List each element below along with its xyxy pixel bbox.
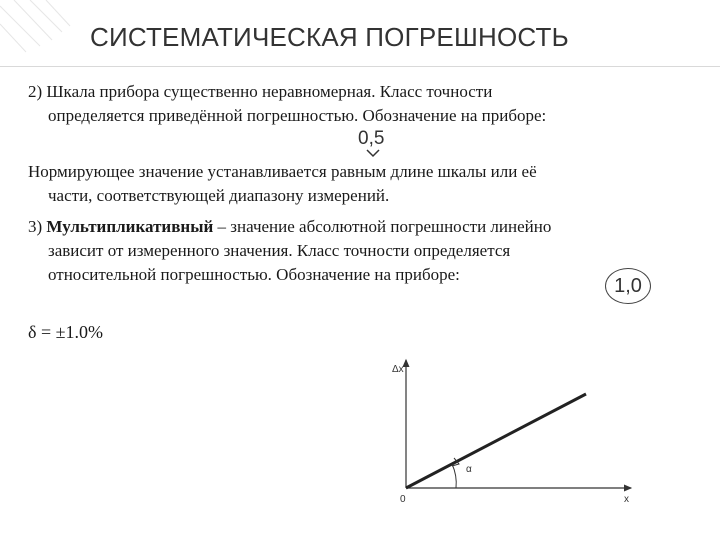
paragraph-multiplicative-line3: относительной погрешностью. Обозначение на приборе: — [48, 265, 460, 284]
class-symbol-relative-value: 1,0 — [614, 274, 642, 297]
error-graph — [386, 352, 646, 512]
error-line — [406, 394, 586, 488]
check-mark-icon — [366, 148, 380, 158]
x-axis-label: x — [624, 494, 629, 505]
delta-formula: δ = ±1.0% — [28, 322, 104, 342]
angle-label: α — [466, 464, 472, 475]
paragraph-scale-line2: определяется приведённой погрешностью. Обозначение на приборе: — [48, 106, 547, 125]
class-symbol-reduced — [356, 128, 390, 162]
page-title: СИСТЕМАТИЧЕСКАЯ ПОГРЕШНОСТЬ — [90, 22, 569, 52]
paragraph-normalizing-line1: Нормирующее значение устанавливается равным длине шкалы или её — [28, 162, 537, 181]
paragraph-normalizing-line2: части, соответствующей диапазону измерений. — [48, 186, 390, 205]
paragraph-scale-line1: 2) Шкала прибора существенно неравномерная. Класс точности — [28, 82, 493, 101]
paragraph-multiplicative-term: Мультипликативный — [46, 217, 214, 236]
title-divider — [0, 66, 720, 67]
class-symbol-reduced-value: 0,5 — [358, 128, 385, 149]
class-symbol-relative — [605, 268, 651, 304]
angle-arc — [452, 464, 456, 488]
paragraph-multiplicative-prefix: 3) — [28, 217, 47, 236]
paragraph-normalizing — [28, 160, 708, 208]
origin-label: 0 — [400, 494, 406, 505]
paragraph-multiplicative-rest: – значение абсолютной погрешности линейно — [213, 217, 552, 236]
paragraph-multiplicative-line2: зависит от измеренного значения. Класс точности определяется — [48, 241, 511, 260]
paragraph-scale — [28, 80, 708, 128]
paragraph-multiplicative — [28, 215, 708, 287]
y-axis-label: Δx — [392, 364, 404, 375]
